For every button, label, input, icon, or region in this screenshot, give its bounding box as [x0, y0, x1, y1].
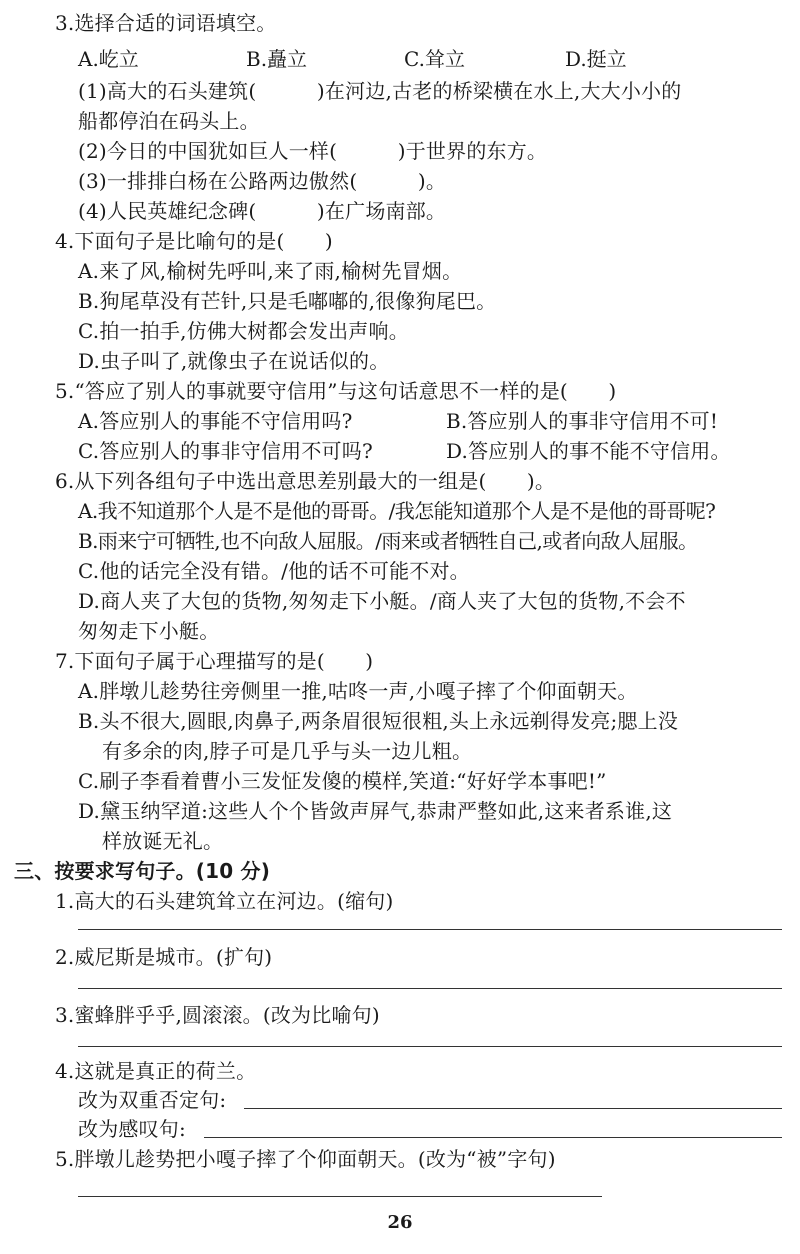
s3-item-3: 3.蜜蜂胖乎乎,圆滚滚。(改为比喻句)	[55, 1003, 380, 1027]
s3-answer-line-4a	[244, 1108, 782, 1109]
s3-answer-line-3	[78, 1046, 782, 1047]
q7-stem: 7.下面句子属于心理描写的是( )	[55, 649, 374, 673]
section3-title: 三、按要求写句子。(10 分)	[14, 859, 271, 883]
q5-option-c: C.答应别人的事非守信用不可吗?	[78, 439, 373, 463]
q3-item-3: (3)一排排白杨在公路两边傲然( )。	[78, 169, 447, 193]
s3-answer-line-1	[78, 929, 782, 930]
q4-option-c: C.拍一拍手,仿佛大树都会发出声响。	[78, 319, 409, 343]
q4-option-a: A.来了风,榆树先呼叫,来了雨,榆树先冒烟。	[78, 259, 463, 283]
s3-item-4-double-negative: 改为双重否定句:	[78, 1088, 227, 1112]
q3-option-d: D.挺立	[565, 47, 627, 71]
q7-option-d-cont: 样放诞无礼。	[102, 829, 224, 853]
q3-option-b: B.矗立	[246, 47, 308, 71]
q5-stem: 5.“答应了别人的事就要守信用”与这句话意思不一样的是( )	[55, 379, 617, 403]
q7-option-b-cont: 有多余的肉,脖子可是几乎与头一边儿粗。	[102, 739, 473, 763]
q7-option-d: D.黛玉纳罕道:这些人个个皆敛声屏气,恭肃严整如此,这来者系谁,这	[78, 799, 673, 823]
s3-answer-line-5	[78, 1196, 602, 1197]
s3-item-5: 5.胖墩儿趁势把小嘎子摔了个仰面朝天。(改为“被”字句)	[55, 1147, 556, 1171]
q6-option-a: A.我不知道那个人是不是他的哥哥。/我怎能知道那个人是不是他的哥哥呢?	[78, 499, 716, 523]
s3-answer-line-4b	[204, 1137, 782, 1138]
q7-option-b: B.头不很大,圆眼,肉鼻子,两条眉很短很粗,头上永远剃得发亮;腮上没	[78, 709, 679, 733]
q3-item-1: (1)高大的石头建筑( )在河边,古老的桥梁横在水上,大大小小的	[78, 79, 682, 103]
q6-option-d: D.商人夹了大包的货物,匆匆走下小艇。/商人夹了大包的货物,不会不	[78, 589, 686, 613]
s3-item-4: 4.这就是真正的荷兰。	[55, 1059, 257, 1083]
q3-stem: 3.选择合适的词语填空。	[55, 11, 277, 35]
q7-option-c: C.刷子李看着曹小三发怔发傻的模样,笑道:“好好学本事吧!”	[78, 769, 607, 793]
s3-answer-line-2	[78, 988, 782, 989]
q3-option-c: C.耸立	[404, 47, 465, 71]
q4-option-d: D.虫子叫了,就像虫子在说话似的。	[78, 349, 390, 373]
q5-option-a: A.答应别人的事能不守信用吗?	[78, 409, 353, 433]
q6-option-b: B.雨来宁可牺牲,也不向敌人屈服。/雨来或者牺牲自己,或者向敌人屈服。	[78, 529, 698, 553]
s3-item-2: 2.威尼斯是城市。(扩句)	[55, 945, 273, 969]
q4-option-b: B.狗尾草没有芒针,只是毛嘟嘟的,很像狗尾巴。	[78, 289, 497, 313]
q5-option-b: B.答应别人的事非守信用不可!	[446, 409, 719, 433]
q3-item-4: (4)人民英雄纪念碑( )在广场南部。	[78, 199, 447, 223]
q6-option-d-cont: 匆匆走下小艇。	[78, 619, 220, 643]
q6-option-c: C.他的话完全没有错。/他的话不可能不对。	[78, 559, 470, 583]
q3-option-a: A.屹立	[78, 47, 139, 71]
page-number: 26	[387, 1212, 413, 1233]
s3-item-1: 1.高大的石头建筑耸立在河边。(缩句)	[55, 889, 394, 913]
q5-option-d: D.答应别人的事不能不守信用。	[446, 439, 731, 463]
q3-item-1-cont: 船都停泊在码头上。	[78, 109, 260, 133]
q3-item-2: (2)今日的中国犹如巨人一样( )于世界的东方。	[78, 139, 548, 163]
s3-item-4-exclamation: 改为感叹句:	[78, 1117, 186, 1141]
q4-stem: 4.下面句子是比喻句的是( )	[55, 229, 333, 253]
q7-option-a: A.胖墩儿趁势往旁侧里一推,咕咚一声,小嘎子摔了个仰面朝天。	[78, 679, 638, 703]
q6-stem: 6.从下列各组句子中选出意思差别最大的一组是( )。	[55, 469, 556, 493]
